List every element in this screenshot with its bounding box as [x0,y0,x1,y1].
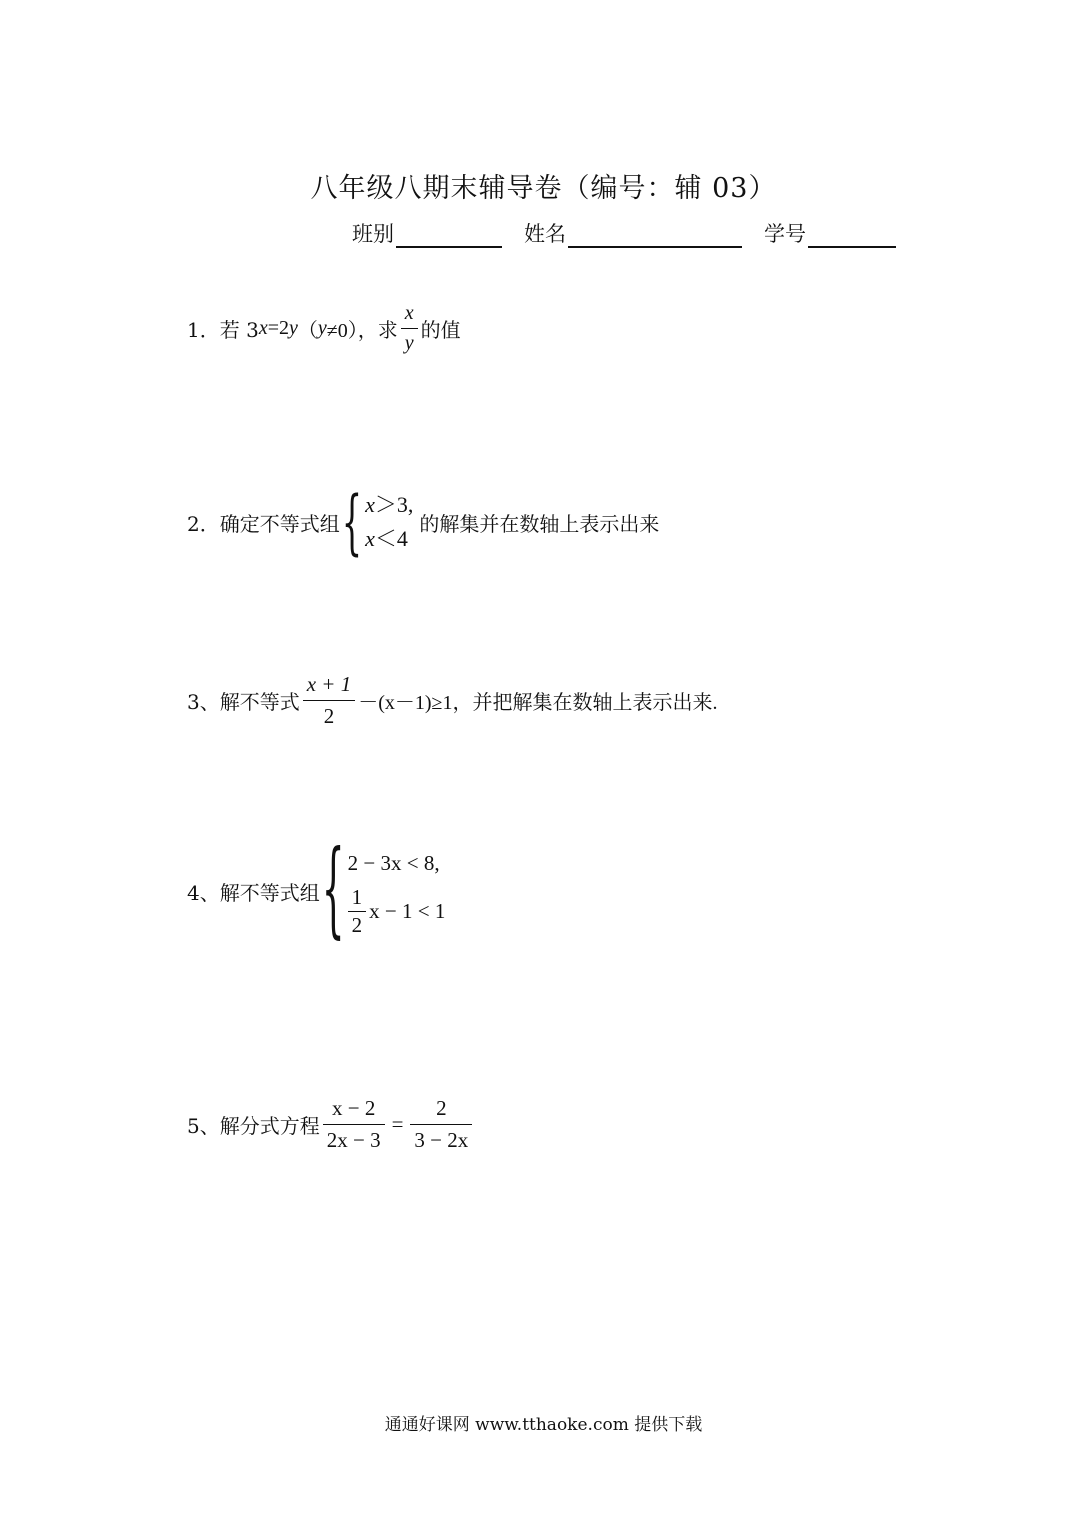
q2-prefix: 2．确定不等式组 [187,511,340,536]
q4-frac-num: 1 [351,885,363,909]
q1-y: y [288,317,298,339]
q4-frac-den: 2 [351,913,363,937]
q5-rhs-num: 2 [436,1096,447,1120]
left-brace-icon: { [341,480,363,564]
q2-line-2: x＜4 [365,526,408,551]
question-1 [187,302,461,355]
q4-system [321,830,446,950]
q1-frac-den: y [404,332,414,354]
q2-system [341,480,414,564]
class-label: 班别 [352,222,394,246]
q4-prefix: 4、解不等式组 [187,881,320,905]
q1-paren: （ [297,318,318,342]
q5-rhs-fraction [410,1096,472,1153]
page-footer: 通通好课网 www.tthaoke.com 提供下载 [384,1415,703,1435]
q3-frac-den: 2 [323,704,335,728]
q3-fraction [303,672,356,729]
q4-line-2 [348,885,446,938]
q1-fraction [401,302,418,355]
class-blank [396,222,502,248]
q5-lhs-den: 2x − 3 [326,1128,381,1152]
page-title: 八年级八期末辅导卷（编号：辅 03） [310,173,777,204]
q1-mid: =2 [267,317,289,339]
q1-prefix: 1．若 3 [187,318,259,342]
question-2 [187,480,660,564]
name-label: 姓名 [524,222,566,246]
q3-frac-num: x + 1 [306,672,352,696]
q5-rhs-den: 3 − 2x [414,1128,469,1152]
name-blank [568,222,742,248]
q1-cond: ≠0），求 [326,320,398,342]
q5-prefix: 5、解分式方程 [187,1114,320,1138]
q4-fraction [348,885,367,938]
q5-equals: = [391,1112,404,1136]
q3-rest: －(x－1)≥1，并把解集在数轴上表示出来. [358,692,718,714]
q4-line-1: 2 − 3x < 8, [347,851,440,875]
q5-lhs-num: x − 2 [331,1096,376,1120]
q4-line-2-rest: x − 1 < 1 [369,899,446,923]
q1-frac-num: x [404,302,414,324]
student-info-line [352,218,896,248]
q1-suffix: 的值 [420,318,461,342]
q2-suffix: 的解集并在数轴上表示出来 [419,511,660,536]
q5-lhs-fraction [323,1096,385,1153]
id-blank [808,222,896,248]
id-label: 学号 [764,222,806,246]
question-4 [187,830,451,950]
question-3 [187,672,718,729]
q1-y2: y [317,317,327,339]
question-5 [187,1096,475,1153]
q2-line-1: x＞3, [365,492,414,517]
left-brace-icon: { [321,830,345,950]
q1-x: x [258,317,268,339]
q3-prefix: 3、解不等式 [187,690,300,714]
